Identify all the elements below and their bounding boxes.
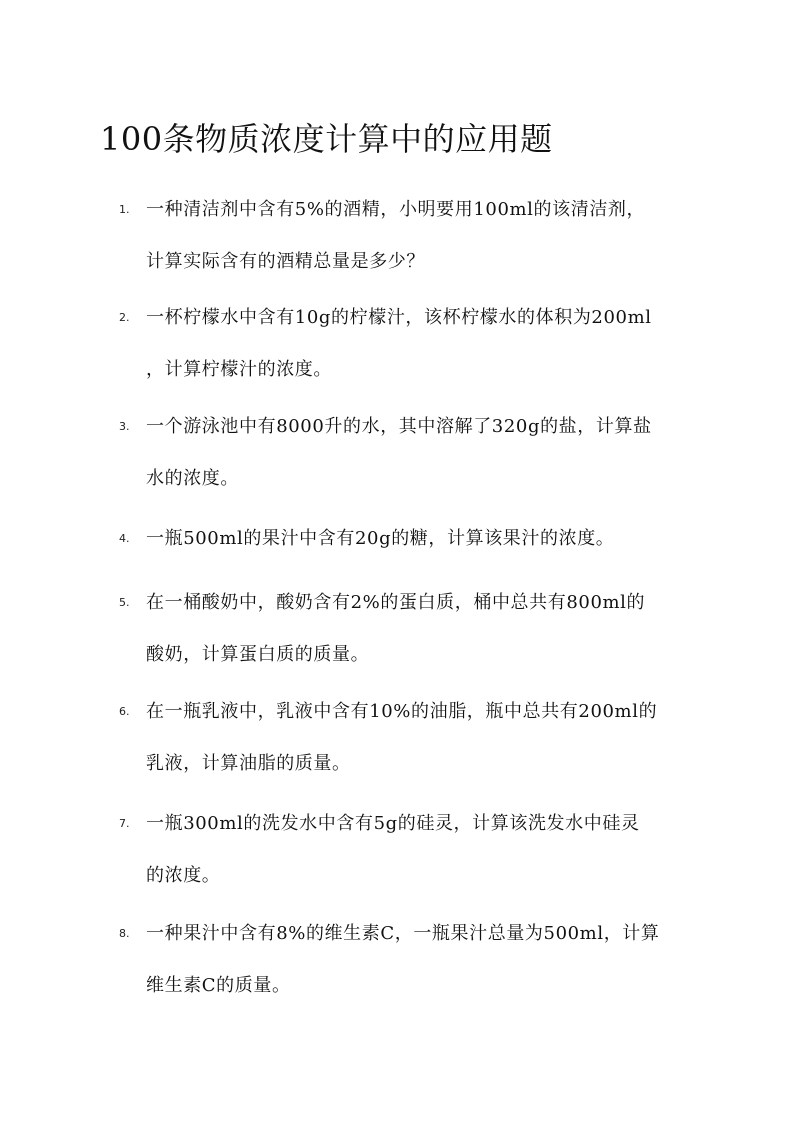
item-text-line: 在一瓶乳液中，乳液中含有10%的油脂，瓶中总共有200ml的 [146,701,658,722]
item-text-line: 酸奶，计算蛋白质的质量。 [146,644,370,665]
item-number: 8. [119,927,130,940]
item-text-line: 一瓶300ml的洗发水中含有5g的硅灵，计算该洗发水中硅灵 [146,813,640,834]
item-text-line: 乳液，计算油脂的质量。 [146,753,351,774]
page-title: 100条物质浓度计算中的应用题 [100,120,553,159]
item-number: 6. [119,705,130,718]
item-text-line: 在一桶酸奶中，酸奶含有2%的蛋白质，桶中总共有800ml的 [146,592,646,613]
item-text-line: 一杯柠檬水中含有10g的柠檬汁，该杯柠檬水的体积为200ml [146,307,652,328]
item-text-line: 一种清洁剂中含有5%的酒精，小明要用100ml的该清洁剂， [146,199,646,220]
item-number: 5. [119,596,130,609]
item-number: 3. [119,420,130,433]
item-number: 7. [119,817,130,830]
item-number: 1. [119,203,130,216]
item-text-line: 一瓶500ml的果汁中含有20g的糖，计算该果汁的浓度。 [146,528,615,549]
item-text-line: 计算实际含有的酒精总量是多少？ [146,251,425,272]
item-text-line: 水的浓度。 [146,468,239,489]
item-text-line: 的浓度。 [146,865,221,886]
item-number: 4. [119,532,130,545]
item-text-line: 一种果汁中含有8%的维生素C，一瓶果汁总量为500ml，计算 [146,923,660,944]
item-number: 2. [119,311,130,324]
item-text-line: 维生素C的质量。 [146,975,291,996]
item-text-line: ，计算柠檬汁的浓度。 [146,359,332,380]
item-text-line: 一个游泳池中有8000升的水，其中溶解了320g的盐，计算盐 [146,416,652,437]
